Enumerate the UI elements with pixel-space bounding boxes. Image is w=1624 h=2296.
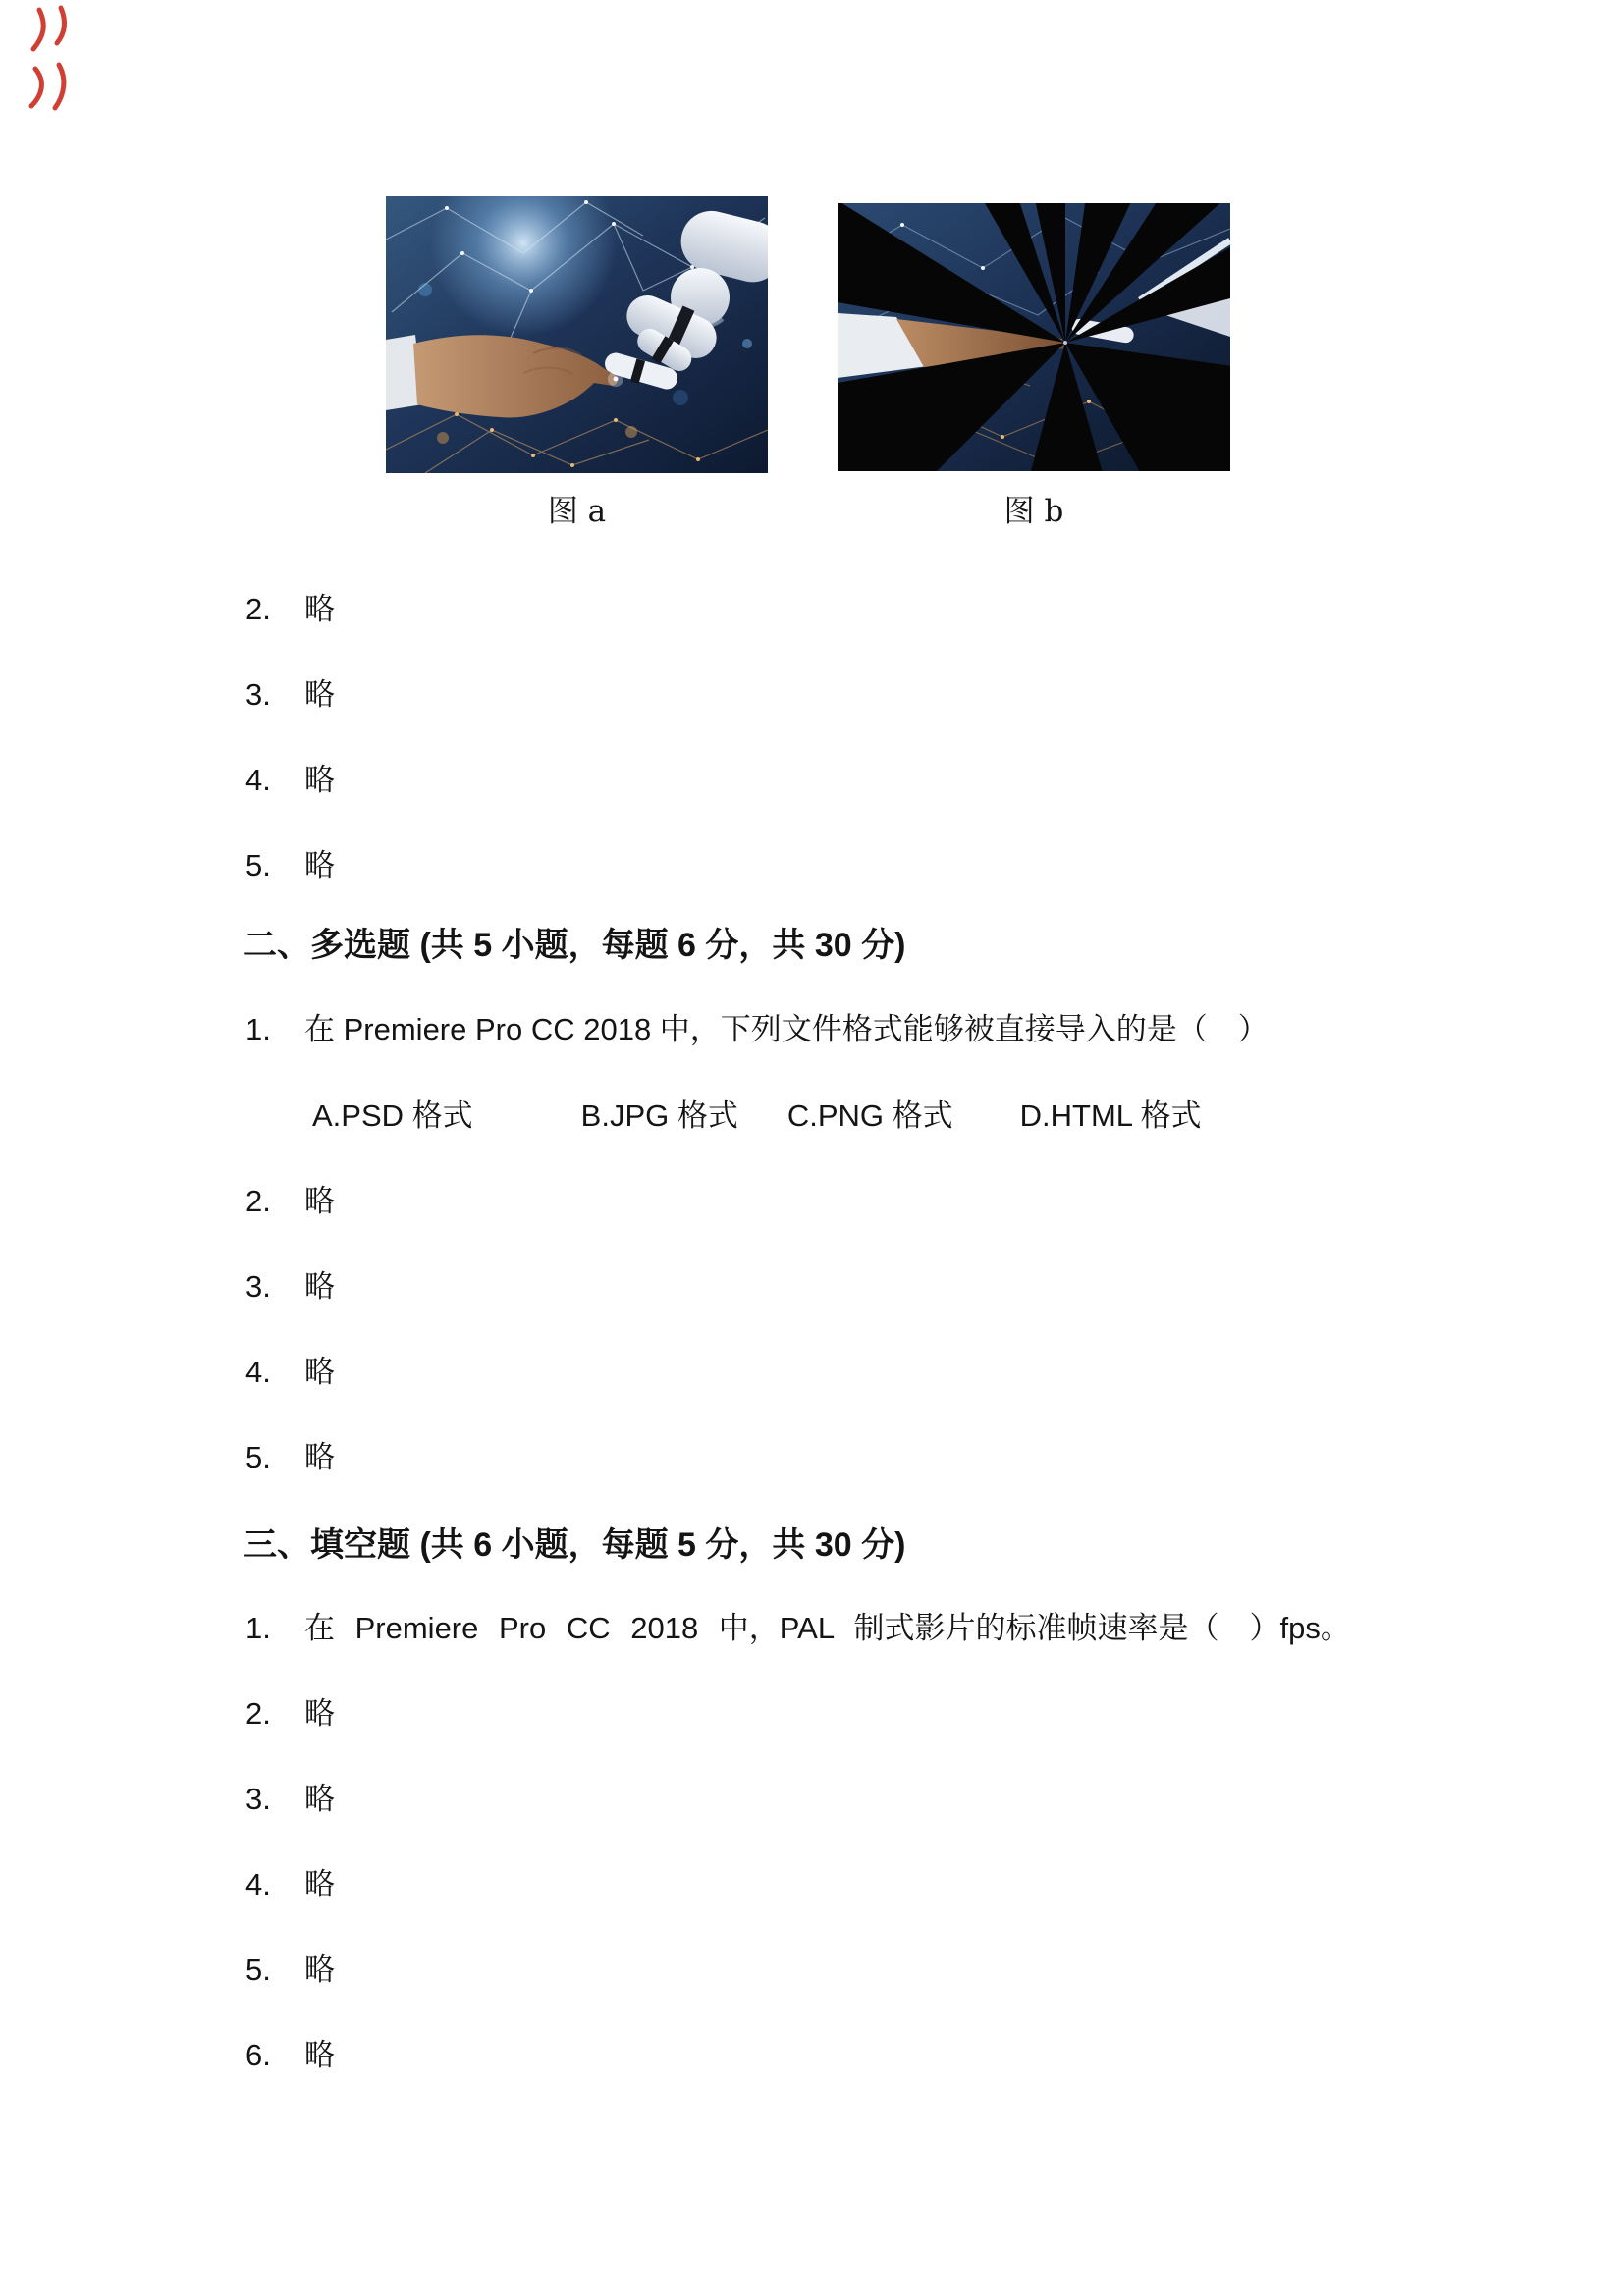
item-number: 6. bbox=[245, 2038, 271, 2072]
item-number: 3. bbox=[245, 1269, 271, 1304]
item-text: 略 bbox=[304, 1782, 335, 1816]
item-text: 略 bbox=[304, 763, 335, 797]
fb-item-5 bbox=[245, 1950, 335, 1990]
item-number: 4. bbox=[245, 763, 271, 797]
fb-item-2 bbox=[245, 1694, 335, 1734]
item-number: 2. bbox=[245, 592, 271, 626]
figure-b-caption: 图 b bbox=[1003, 494, 1064, 529]
item-text: 略 bbox=[304, 1696, 335, 1731]
figure-b bbox=[838, 203, 1230, 471]
mc-item-3 bbox=[245, 1267, 335, 1307]
item-number: 3. bbox=[245, 1782, 271, 1816]
item-text: 略 bbox=[304, 1184, 335, 1218]
intro-item-4 bbox=[245, 761, 335, 800]
item-text: 略 bbox=[304, 1269, 335, 1304]
item-text: 略 bbox=[304, 1440, 335, 1474]
red-pen-marks bbox=[22, 4, 81, 122]
item-number: 4. bbox=[245, 1867, 271, 1901]
section-two-heading: 二、多选题 (共 5 小题，每题 6 分，共 30 分) bbox=[244, 927, 906, 964]
intro-item-3 bbox=[245, 675, 335, 715]
question-number: 1. bbox=[245, 1012, 271, 1046]
question-number: 1. bbox=[245, 1611, 271, 1645]
item-number: 5. bbox=[245, 1440, 271, 1474]
item-number: 5. bbox=[245, 1952, 271, 1987]
mc-item-5 bbox=[245, 1438, 335, 1477]
item-number: 5. bbox=[245, 848, 271, 882]
figure-a bbox=[386, 196, 768, 473]
fb-item-6 bbox=[245, 2036, 335, 2075]
radial-wipe-photo bbox=[838, 203, 1230, 471]
robot-human-hands-photo bbox=[386, 196, 768, 473]
option-b: B.JPG 格式 bbox=[580, 1098, 738, 1133]
item-number: 4. bbox=[245, 1355, 271, 1389]
item-text: 略 bbox=[304, 592, 335, 626]
figure-a-caption: 图 a bbox=[547, 494, 607, 529]
intro-item-5 bbox=[245, 846, 335, 885]
item-text: 略 bbox=[304, 1867, 335, 1901]
question-text: 在 Premiere Pro CC 2018 中，PAL 制式影片的标准帧速率是（ ）fps。 bbox=[304, 1611, 1351, 1645]
fb-item-4 bbox=[245, 1865, 335, 1904]
item-number: 2. bbox=[245, 1184, 271, 1218]
intro-item-2 bbox=[245, 590, 335, 629]
item-number: 2. bbox=[245, 1696, 271, 1731]
item-text: 略 bbox=[304, 677, 335, 712]
mc-item-2 bbox=[245, 1182, 335, 1221]
item-text: 略 bbox=[304, 1355, 335, 1389]
mc-question-1 bbox=[245, 1010, 1269, 1049]
fb-question-1 bbox=[245, 1609, 1351, 1648]
option-a: A.PSD 格式 bbox=[312, 1098, 473, 1133]
mc-item-4 bbox=[245, 1353, 335, 1392]
item-number: 3. bbox=[245, 677, 271, 712]
item-text: 略 bbox=[304, 1952, 335, 1987]
option-c: C.PNG 格式 bbox=[786, 1098, 953, 1133]
fb-item-3 bbox=[245, 1780, 335, 1819]
item-text: 略 bbox=[304, 848, 335, 882]
mc-options-row bbox=[312, 1096, 1202, 1136]
question-text: 在 Premiere Pro CC 2018 中，下列文件格式能够被直接导入的是（ ） bbox=[304, 1012, 1269, 1046]
item-text: 略 bbox=[304, 2038, 335, 2072]
section-three-heading: 三、填空题 (共 6 小题，每题 5 分，共 30 分) bbox=[244, 1526, 906, 1564]
option-d: D.HTML 格式 bbox=[1019, 1098, 1202, 1133]
